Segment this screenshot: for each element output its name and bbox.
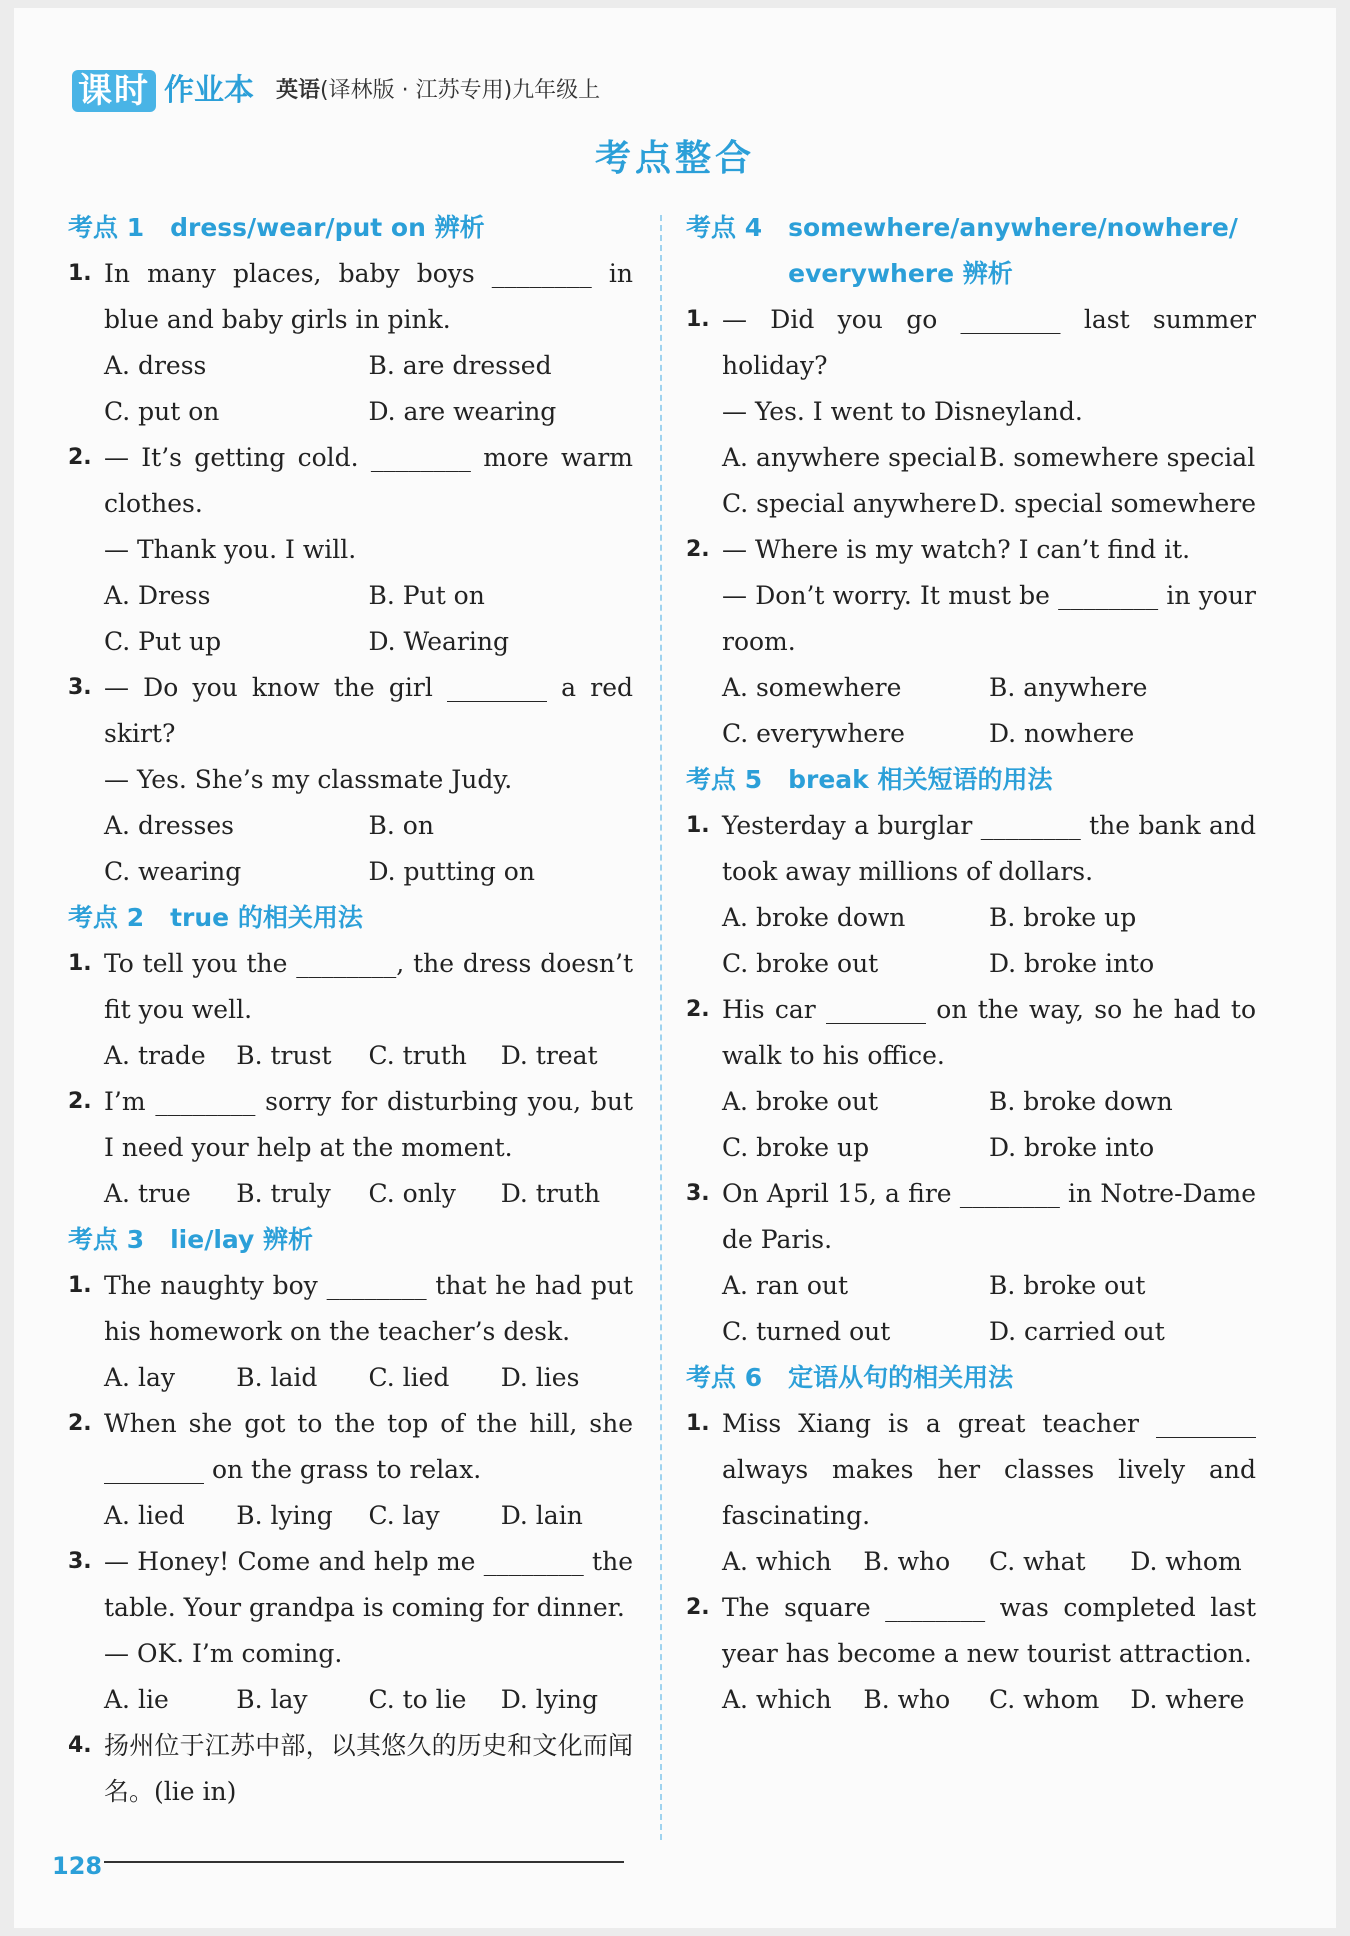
question — [68, 1401, 633, 1493]
option: C. to lie — [368, 1685, 467, 1714]
option: C. Put up — [104, 627, 222, 656]
question-text: In many places, baby boys ________ in blue and baby girls in pink. — [104, 259, 633, 334]
edition: (译林版 · 江苏专用)九年级上 — [320, 78, 601, 103]
option: D. lain — [500, 1501, 583, 1530]
question-text: — Honey! Come and help me ________ the table. Your grandpa is coming for dinner. — [104, 1547, 633, 1622]
question — [686, 1585, 1256, 1677]
question-number: 2. — [686, 997, 710, 1022]
question-text: To tell you the ________, the dress doesn’t fit you well. — [104, 949, 633, 1024]
question-number: 3. — [686, 1181, 710, 1206]
options — [104, 1033, 633, 1079]
question — [68, 1079, 633, 1171]
option: B. Put on — [368, 581, 485, 610]
section-heading — [686, 757, 1256, 803]
question-text: On April 15, a fire ________ in Notre-Dame de Paris. — [722, 1179, 1256, 1254]
question — [686, 1401, 1256, 1539]
option: C. lay — [368, 1501, 440, 1530]
options — [722, 435, 1256, 527]
brand-name: 作业本 — [164, 73, 254, 108]
question — [68, 251, 633, 343]
reply-text: — Yes. She’s my classmate Judy. — [104, 765, 513, 794]
question-text: When she got to the top of the hill, she ________ on the grass to relax. — [104, 1409, 633, 1484]
option: B. broke up — [989, 903, 1137, 932]
question-number: 3. — [68, 1549, 92, 1574]
option: C. only — [368, 1179, 456, 1208]
option: C. what — [988, 1547, 1086, 1576]
section-label: 考点 2 — [68, 903, 145, 932]
question-text: — It’s getting cold. ________ more warm clothes. — [104, 443, 633, 518]
option: A. lie — [104, 1685, 169, 1714]
options — [722, 1263, 1256, 1355]
section-label: 考点 6 — [686, 1363, 763, 1392]
reply-text: — Thank you. I will. — [104, 535, 357, 564]
option: C. lied — [368, 1363, 450, 1392]
question — [686, 1171, 1256, 1263]
option: C. truth — [368, 1041, 467, 1070]
question-number: 2. — [68, 1411, 92, 1436]
option: D. putting on — [368, 857, 535, 886]
option: D. treat — [500, 1041, 598, 1070]
option: C. everywhere — [722, 719, 905, 748]
question — [68, 1723, 633, 1815]
option: A. Dress — [104, 581, 211, 610]
option: A. dress — [104, 351, 207, 380]
options — [104, 343, 633, 435]
option: D. broke into — [989, 949, 1155, 978]
option: B. lying — [236, 1501, 333, 1530]
option: B. broke down — [989, 1087, 1173, 1116]
section-label: 考点 3 — [68, 1225, 145, 1254]
option: C. put on — [104, 397, 220, 426]
option: A. anywhere special — [722, 443, 977, 472]
question-reply — [686, 389, 1256, 435]
options — [722, 1677, 1256, 1723]
column-divider — [660, 215, 662, 1840]
question-text: — Do you know the girl ________ a red skirt? — [104, 673, 633, 748]
question-text: Miss Xiang is a great teacher ________ always makes her classes lively and fascinating. — [722, 1409, 1256, 1530]
option: A. lied — [104, 1501, 185, 1530]
question-number: 2. — [68, 445, 92, 470]
question — [68, 1539, 633, 1631]
option: D. carried out — [989, 1317, 1165, 1346]
options — [104, 1677, 633, 1723]
option: B. who — [863, 1547, 951, 1576]
options — [104, 1171, 633, 1217]
option: B. broke out — [989, 1271, 1146, 1300]
section-heading — [686, 1355, 1256, 1401]
options — [722, 1539, 1256, 1585]
section-topic: dress/wear/put on 辨析 — [170, 213, 485, 242]
question-number: 1. — [68, 261, 92, 286]
section-topic: true 的相关用法 — [170, 903, 363, 932]
option: A. dresses — [104, 811, 234, 840]
section-topic: break 相关短语的用法 — [788, 765, 1053, 794]
question-text: His car ________ on the way, so he had to walk to his office. — [722, 995, 1256, 1070]
question — [68, 941, 633, 1033]
option: B. who — [863, 1685, 951, 1714]
question-reply — [68, 1631, 633, 1677]
option: D. nowhere — [989, 719, 1135, 748]
option: A. ran out — [722, 1271, 849, 1300]
section-topic: somewhere/anywhere/nowhere/ everywhere 辨析 — [788, 213, 1238, 288]
question-number: 2. — [686, 537, 710, 562]
section-heading — [68, 205, 633, 251]
option: C. turned out — [722, 1317, 891, 1346]
question-number: 1. — [68, 951, 92, 976]
question-number: 3. — [68, 675, 92, 700]
question — [686, 803, 1256, 895]
option: A. broke out — [722, 1087, 879, 1116]
option: A. which — [722, 1685, 832, 1714]
option: D. truth — [500, 1179, 601, 1208]
option: A. true — [104, 1179, 191, 1208]
question-number: 1. — [68, 1273, 92, 1298]
option: B. somewhere special — [979, 443, 1256, 472]
question-reply — [68, 757, 633, 803]
left-column — [68, 205, 633, 1863]
section-topic: lie/lay 辨析 — [170, 1225, 314, 1254]
options — [104, 1493, 633, 1539]
question — [686, 987, 1256, 1079]
options — [104, 1355, 633, 1401]
question-text: 扬州位于江苏中部，以其悠久的历史和文化而闻名。(lie in) — [104, 1731, 633, 1806]
section-heading — [68, 895, 633, 941]
question-reply — [686, 573, 1256, 665]
option: B. lay — [236, 1685, 308, 1714]
option: A. broke down — [722, 903, 906, 932]
question-number: 1. — [686, 1411, 710, 1436]
option: B. laid — [236, 1363, 318, 1392]
options — [722, 895, 1256, 987]
reply-text: — OK. I’m coming. — [104, 1639, 343, 1668]
option: A. lay — [104, 1363, 175, 1392]
header — [72, 66, 600, 116]
question — [68, 435, 633, 527]
page-number: 128 — [52, 1852, 103, 1880]
options — [722, 1079, 1256, 1171]
option: C. broke up — [722, 1133, 870, 1162]
option: B. anywhere — [989, 673, 1148, 702]
option: D. lies — [500, 1363, 580, 1392]
right-column — [686, 205, 1256, 1723]
question-text: I’m ________ sorry for disturbing you, but I need your help at the moment. — [104, 1087, 633, 1162]
question-number: 2. — [68, 1089, 92, 1114]
option: B. truly — [236, 1179, 331, 1208]
option: D. lying — [500, 1685, 599, 1714]
reply-text: — Don’t worry. It must be ________ in your room. — [722, 581, 1256, 656]
section-label: 考点 1 — [68, 213, 145, 242]
option: D. Wearing — [368, 627, 509, 656]
option: C. special anywhere — [722, 489, 977, 518]
section-label: 考点 4 — [686, 213, 763, 242]
question — [686, 297, 1256, 389]
question-text: The naughty boy ________ that he had put his homework on the teacher’s desk. — [104, 1271, 633, 1346]
question — [68, 665, 633, 757]
option: C. whom — [988, 1685, 1100, 1714]
option: C. broke out — [722, 949, 879, 978]
options — [722, 665, 1256, 757]
option: A. which — [722, 1547, 832, 1576]
question-number: 1. — [686, 813, 710, 838]
question-text: — Did you go ________ last summer holiday? — [722, 305, 1256, 380]
option: B. trust — [236, 1041, 332, 1070]
question-text: Yesterday a burglar ________ the bank and took away millions of dollars. — [722, 811, 1256, 886]
question-reply — [68, 527, 633, 573]
question-number: 4. — [68, 1733, 92, 1758]
section-heading — [68, 1217, 633, 1263]
option: B. are dressed — [368, 351, 552, 380]
subject: 英语 — [276, 78, 321, 103]
page-title: 考点整合 — [594, 138, 755, 179]
option: A. trade — [104, 1041, 206, 1070]
answer-line[interactable] — [104, 1851, 624, 1863]
option: A. somewhere — [722, 673, 902, 702]
option: C. wearing — [104, 857, 242, 886]
option: D. are wearing — [368, 397, 557, 426]
option: B. on — [368, 811, 434, 840]
option: D. whom — [1130, 1547, 1242, 1576]
section-label: 考点 5 — [686, 765, 763, 794]
brand-logo: 课时 — [72, 70, 156, 112]
question — [68, 1263, 633, 1355]
option: D. where — [1130, 1685, 1245, 1714]
question-number: 1. — [686, 307, 710, 332]
option: D. broke into — [989, 1133, 1155, 1162]
options — [104, 573, 633, 665]
book-info — [276, 70, 600, 112]
section-topic: 定语从句的相关用法 — [788, 1363, 1014, 1392]
question-text: — Where is my watch? I can’t find it. — [722, 535, 1191, 564]
question-number: 2. — [686, 1595, 710, 1620]
question — [686, 527, 1256, 573]
question-text: The square ________ was completed last year has become a new tourist attraction. — [722, 1593, 1256, 1668]
options — [104, 803, 633, 895]
section-heading — [686, 205, 1256, 297]
option: D. special somewhere — [979, 489, 1256, 518]
reply-text: — Yes. I went to Disneyland. — [722, 397, 1083, 426]
